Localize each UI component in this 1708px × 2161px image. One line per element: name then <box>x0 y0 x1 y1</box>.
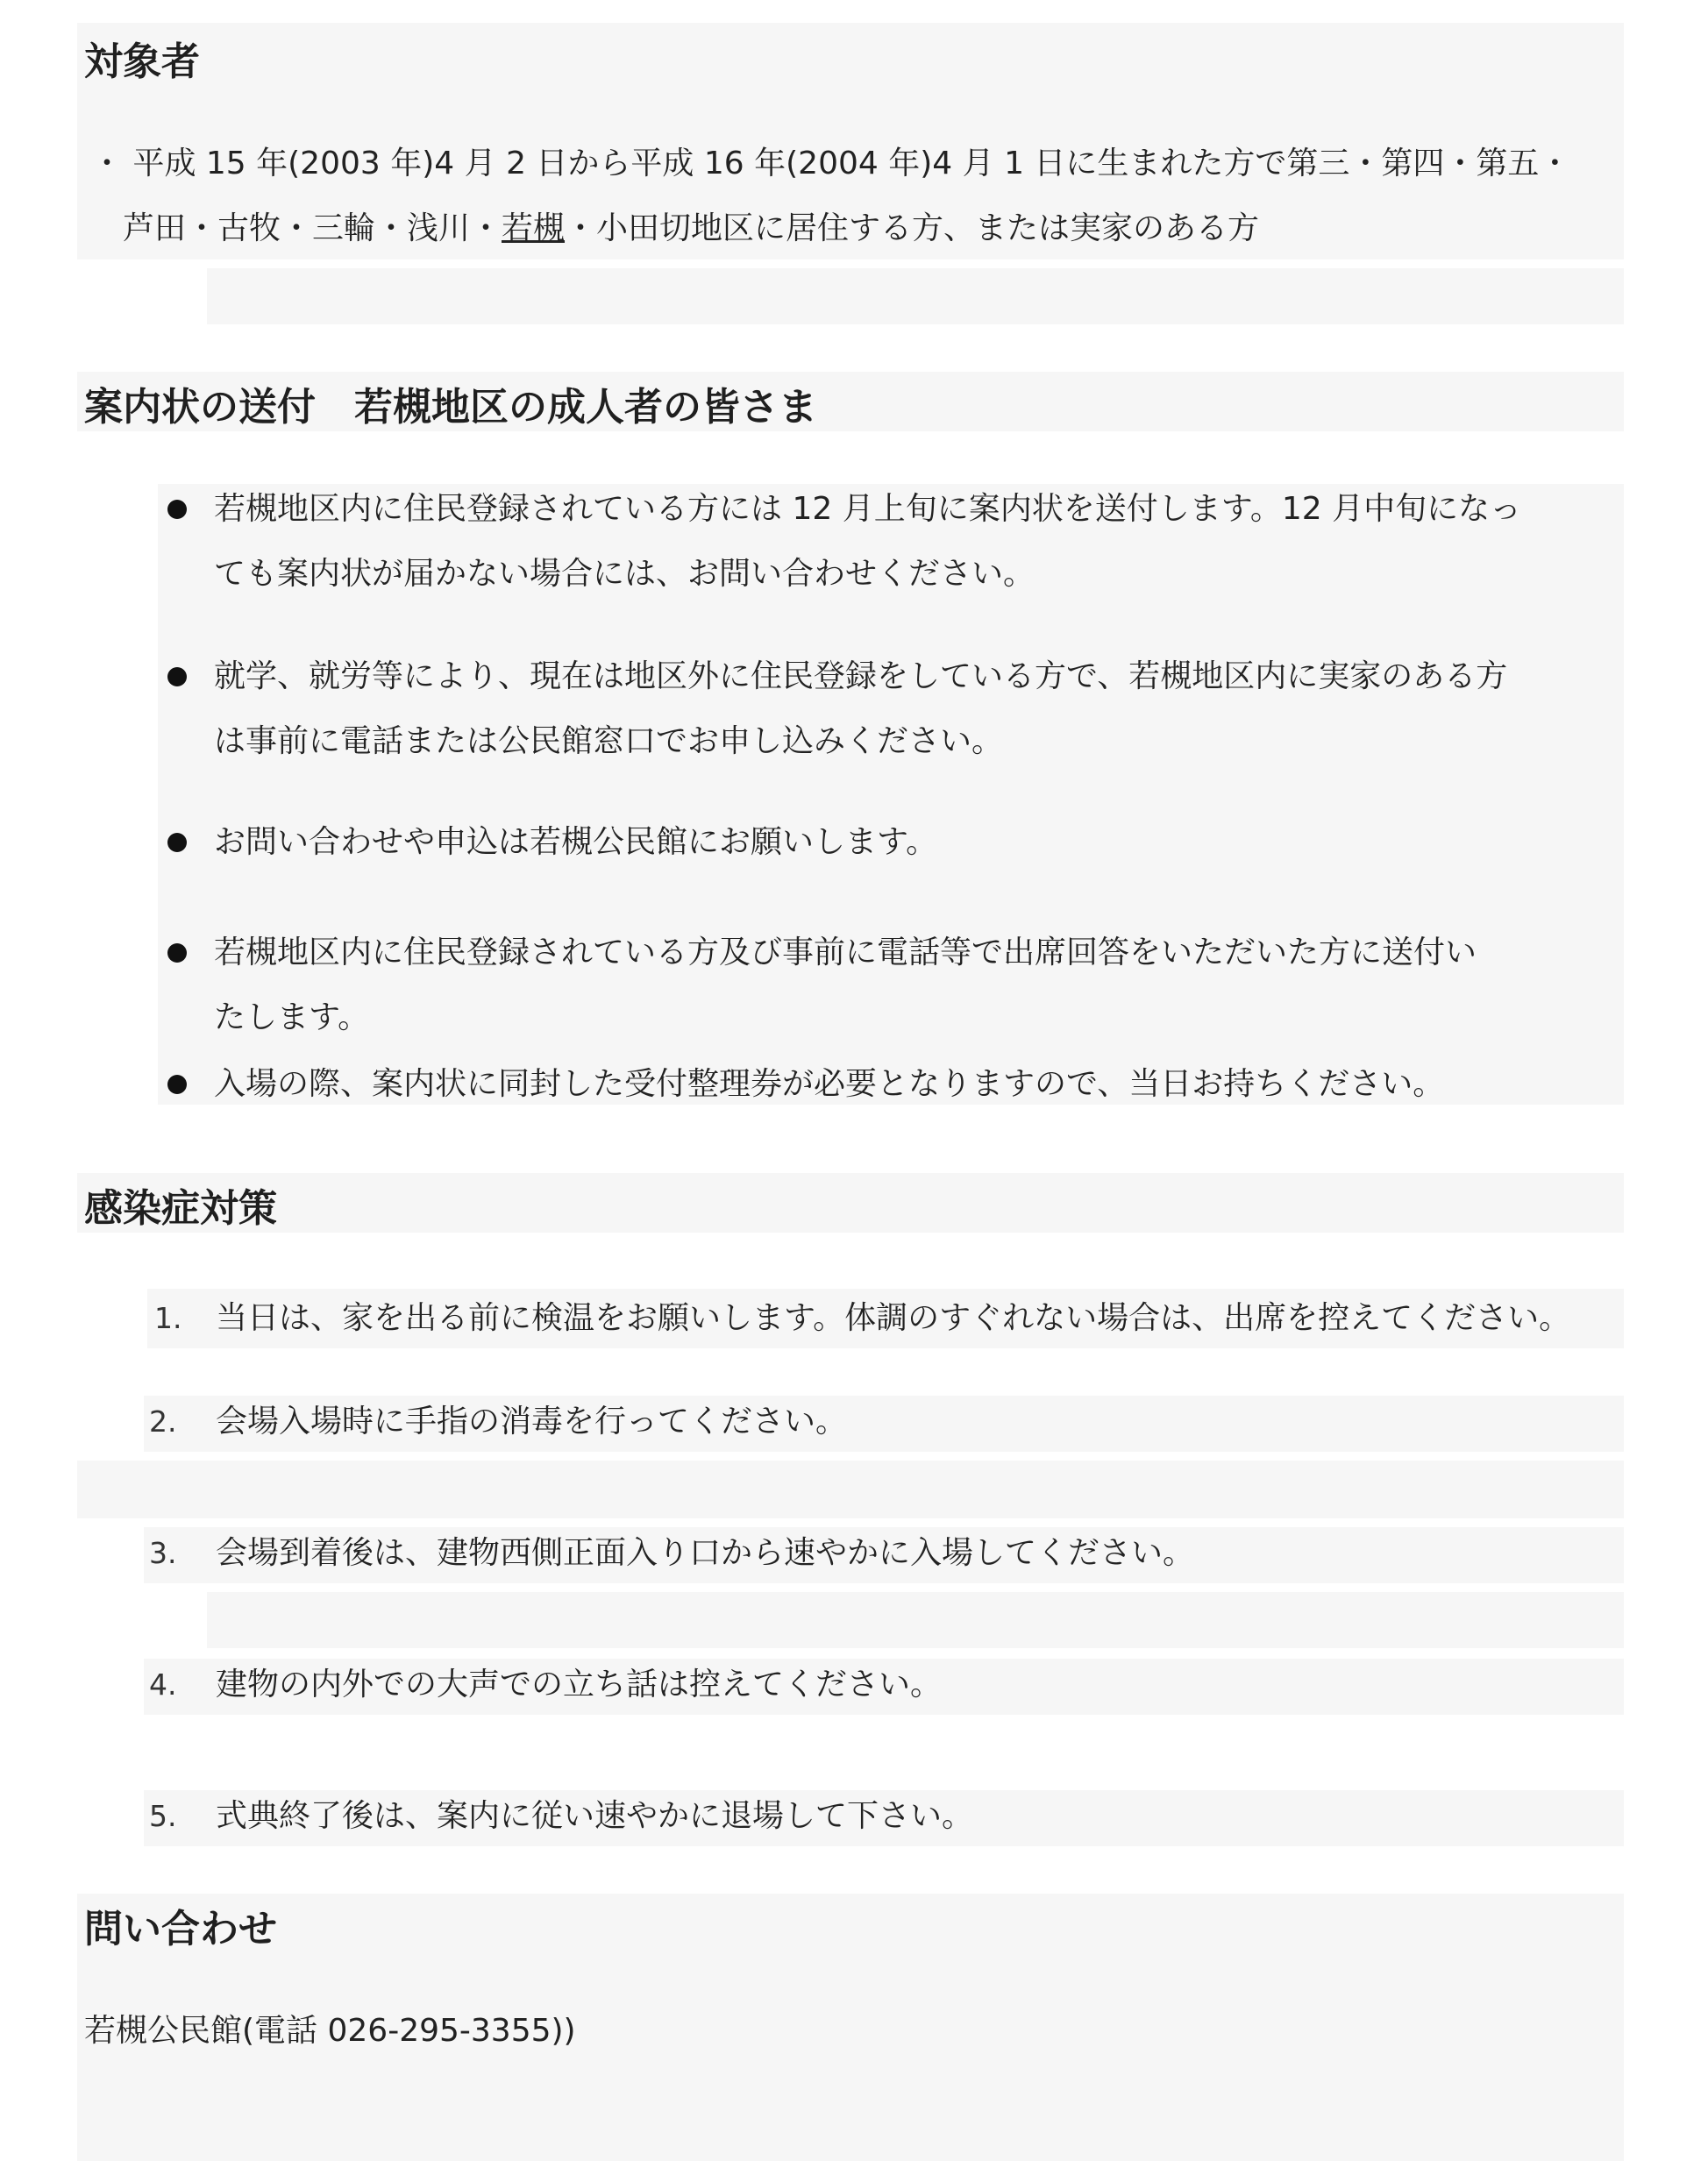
invitation-item-2-line-2: は事前に電話または公民館窓口でお申し込みください。 <box>214 723 1004 759</box>
target-line-1: ・ 平成 15 年(2003 年)4 月 2 日から平成 16 年(2004 年)4 月 1 日に生まれた方で第三・第四・第五・ <box>91 146 1571 181</box>
infection-item-3-number: 3. <box>149 1536 177 1570</box>
invitation-item-1-line-1: 若槻地区内に住民登録されている方には 12 月上旬に案内状を送付します。12 月中旬になっ <box>214 491 1522 527</box>
contact-heading: 問い合わせ <box>84 1907 277 1951</box>
invitation-item-4-line-2: たします。 <box>214 999 370 1035</box>
wakatsuki-link[interactable]: 若槻 <box>502 210 566 246</box>
infection-item-1-text: 当日は、家を出る前に検温をお願いします。体調のすぐれない場合は、出席を控えてください。 <box>216 1300 1571 1336</box>
infection-item-5-text: 式典終了後は、案内に従い速やかに退場して下さい。 <box>216 1798 974 1834</box>
infection-heading: 感染症対策 <box>84 1186 277 1231</box>
invitation-item-4-line-1: 若槻地区内に住民登録されている方及び事前に電話等で出席回答をいただいた方に送付い <box>214 935 1477 970</box>
bullet-icon <box>167 833 187 852</box>
bullet-icon <box>167 943 187 963</box>
bullet-icon <box>167 500 187 519</box>
infection-item-2-number: 2. <box>149 1404 177 1439</box>
infection-item-2-text: 会場入場時に手指の消毒を行ってください。 <box>216 1404 848 1439</box>
contact-text: 若槻公民館(電話 026-295-3355)) <box>84 2013 576 2049</box>
infection-heading-bg <box>77 1173 1624 1233</box>
empty-band <box>207 268 1624 324</box>
invitation-item-2-line-1: 就学、就労等により、現在は地区外に住民登録をしている方で、若槻地区内に実家のある方 <box>214 658 1508 694</box>
invitation-item-1-line-2: ても案内状が届かない場合には、お問い合わせください。 <box>214 556 1035 592</box>
bullet-icon <box>167 1075 187 1094</box>
target-heading: 対象者 <box>84 39 200 84</box>
bullet-icon <box>167 667 187 686</box>
infection-item-4-number: 4. <box>149 1667 177 1702</box>
infection-item-5-number: 5. <box>149 1799 177 1833</box>
infection-item-3-text: 会場到着後は、建物西側正面入り口から速やかに入場してください。 <box>216 1535 1195 1571</box>
invitation-item-5-line-1: 入場の際、案内状に同封した受付整理券が必要となりますので、当日お持ちください。 <box>214 1066 1445 1102</box>
empty-band <box>207 1592 1624 1648</box>
invitation-heading: 案内状の送付 若槻地区の成人者の皆さま <box>84 385 817 430</box>
empty-band <box>77 1461 1624 1518</box>
invitation-item-3-line-1: お問い合わせや申込は若槻公民館にお願いします。 <box>214 824 938 860</box>
target-line-2: 芦田・古牧・三輪・浅川・若槻・小田切地区に居住する方、または実家のある方 <box>123 210 1260 246</box>
infection-item-1-number: 1. <box>154 1301 182 1335</box>
infection-item-4-text: 建物の内外での大声での立ち話は控えてください。 <box>216 1667 943 1702</box>
